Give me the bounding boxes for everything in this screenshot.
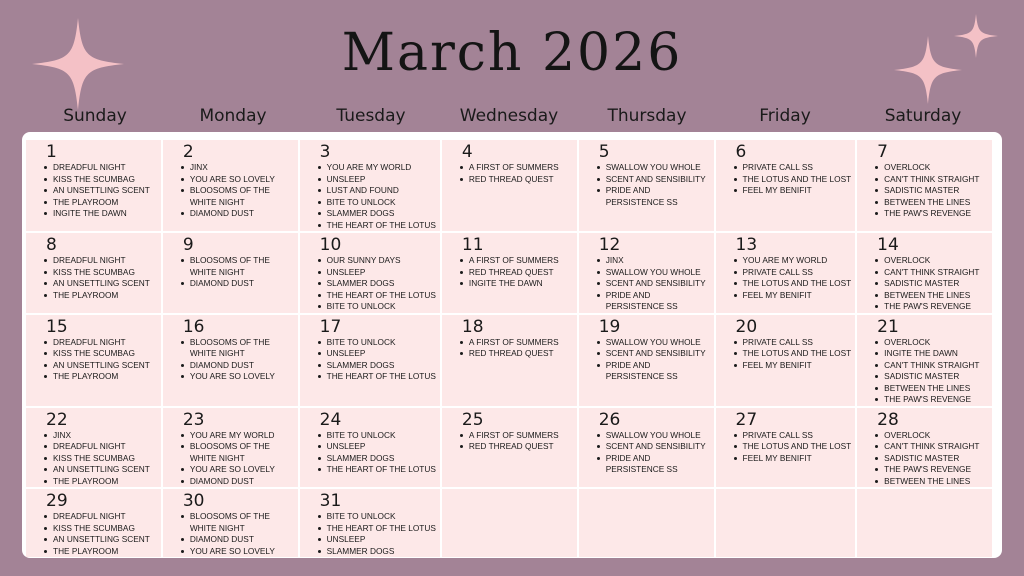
day-number: 29 xyxy=(46,491,68,511)
event-item: THE HEART OF THE LOTUS xyxy=(318,290,436,302)
event-item: SCENT AND SENSIBILITY xyxy=(597,278,710,290)
calendar-day-cell[interactable] xyxy=(26,408,161,488)
event-list xyxy=(460,162,573,185)
event-item: A FIRST OF SUMMERS xyxy=(460,430,573,442)
event-item: DREADFUL NIGHT xyxy=(44,255,157,267)
event-item: THE PAW'S REVENGE xyxy=(875,301,988,313)
event-list xyxy=(181,511,294,557)
event-list xyxy=(875,337,988,406)
event-list xyxy=(734,430,852,465)
calendar-day-cell[interactable] xyxy=(442,408,577,488)
day-number: 5 xyxy=(598,142,610,162)
event-item: THE LOTUS AND THE LOST xyxy=(734,278,852,290)
event-item: SADISTIC MASTER xyxy=(875,453,988,465)
event-list xyxy=(734,162,852,197)
event-item: PRIVATE CALL SS xyxy=(734,337,852,349)
calendar-day-cell[interactable] xyxy=(300,315,440,406)
event-list xyxy=(181,162,294,220)
event-item: CAN'T THINK STRAIGHT xyxy=(875,174,988,186)
event-list xyxy=(460,337,573,360)
event-item: FEEL MY BENIFIT xyxy=(734,360,852,372)
event-list xyxy=(44,430,157,488)
calendar-day-cell[interactable] xyxy=(26,140,161,231)
event-item: INGITE THE DAWN xyxy=(875,348,988,360)
event-item: PRIVATE CALL SS xyxy=(734,430,852,442)
calendar-day-cell[interactable] xyxy=(716,233,856,313)
calendar-day-cell[interactable] xyxy=(716,140,856,231)
day-number: 4 xyxy=(461,142,473,162)
event-item: SLAMMER DOGS xyxy=(318,453,436,465)
event-item: CAN'T THINK STRAIGHT xyxy=(875,267,988,279)
weekday-label: Saturday xyxy=(884,106,962,126)
event-item: DIAMOND DUST xyxy=(181,208,294,220)
event-item: SLAMMER DOGS xyxy=(318,208,436,220)
event-item: UNSLEEP xyxy=(318,174,436,186)
event-item: THE PLAYROOM xyxy=(44,197,157,209)
event-item: KISS THE SCUMBAG xyxy=(44,174,157,186)
calendar-day-cell[interactable] xyxy=(579,408,714,488)
event-list xyxy=(460,430,573,453)
event-list xyxy=(318,337,436,383)
event-item: UNSLEEP xyxy=(318,348,436,360)
event-item: THE PAW'S REVENGE xyxy=(875,464,988,476)
sparkle-star-icon xyxy=(32,18,124,110)
event-item: BETWEEN THE LINES xyxy=(875,197,988,209)
event-item: THE LOTUS AND THE LOST xyxy=(734,348,852,360)
event-item: BITE TO UNLOCK xyxy=(318,430,436,442)
day-number: 11 xyxy=(461,235,484,255)
event-item: YOU ARE SO LOVELY xyxy=(181,174,294,186)
event-item: THE HEART OF THE LOTUS xyxy=(318,464,436,476)
event-item: A FIRST OF SUMMERS xyxy=(460,162,573,174)
event-item: JINX xyxy=(597,255,710,267)
event-item: INGITE THE DAWN xyxy=(460,278,573,290)
event-item: DREADFUL NIGHT xyxy=(44,441,157,453)
event-item: BITE TO UNLOCK xyxy=(318,511,436,523)
calendar-board xyxy=(22,132,1002,558)
event-item: SWALLOW YOU WHOLE xyxy=(597,430,710,442)
day-number: 22 xyxy=(46,409,68,430)
event-item: PRIVATE CALL SS xyxy=(734,162,852,174)
day-number: 17 xyxy=(319,316,342,337)
event-item: A FIRST OF SUMMERS xyxy=(460,337,573,349)
event-item: DREADFUL NIGHT xyxy=(44,337,157,349)
event-item: YOU ARE SO LOVELY xyxy=(181,464,294,476)
event-list xyxy=(597,337,710,383)
day-number: 12 xyxy=(598,235,621,255)
event-item: PRIDE AND PERSISTENCE SS xyxy=(597,185,701,208)
event-list xyxy=(875,162,988,220)
event-item: AN UNSETTLING SCENT xyxy=(44,185,157,197)
event-item: PRIDE AND PERSISTENCE SS xyxy=(597,360,701,383)
event-item: AN UNSETTLING SCENT xyxy=(44,278,157,290)
event-item: UNSLEEP xyxy=(318,534,436,546)
event-item: BITE TO UNLOCK xyxy=(318,337,436,349)
event-item: JINX xyxy=(44,430,157,442)
weekday-label: Wednesday xyxy=(459,106,559,126)
calendar-day-cell[interactable] xyxy=(857,315,992,406)
calendar-day-cell[interactable] xyxy=(442,140,577,231)
event-item: FEEL MY BENIFIT xyxy=(734,185,852,197)
calendar-day-cell[interactable] xyxy=(163,140,298,231)
event-item: LUST AND FOUND xyxy=(318,185,436,197)
event-item: KISS THE SCUMBAG xyxy=(44,348,157,360)
day-number: 10 xyxy=(319,235,342,255)
event-item: DIAMOND DUST xyxy=(181,360,294,372)
day-number: 20 xyxy=(735,316,758,337)
event-item: KISS THE SCUMBAG xyxy=(44,453,157,465)
calendar-grid xyxy=(26,140,992,556)
calendar-day-cell[interactable] xyxy=(300,233,440,313)
event-item: THE PLAYROOM xyxy=(44,546,157,558)
event-item: OVERLOCK xyxy=(875,337,988,349)
day-number: 14 xyxy=(877,235,899,255)
event-list xyxy=(44,337,157,383)
day-number: 7 xyxy=(877,142,888,162)
event-item: KISS THE SCUMBAG xyxy=(44,523,157,535)
event-item: FEEL MY BENIFIT xyxy=(734,290,852,302)
day-number: 15 xyxy=(46,316,68,337)
event-item: THE PAW'S REVENGE xyxy=(875,394,988,406)
sparkle-star-icon xyxy=(894,36,962,104)
day-number: 9 xyxy=(182,235,194,255)
day-number: 26 xyxy=(598,409,621,430)
event-item: BLOOSOMS OF THE WHITE NIGHT xyxy=(181,511,285,534)
event-list xyxy=(597,430,710,476)
event-item: SWALLOW YOU WHOLE xyxy=(597,162,710,174)
event-item: BETWEEN THE LINES xyxy=(875,476,988,488)
calendar-day-cell[interactable] xyxy=(716,408,856,488)
day-number: 16 xyxy=(182,316,205,337)
event-item: YOU ARE MY WORLD xyxy=(181,430,294,442)
event-item: RED THREAD QUEST xyxy=(460,348,573,360)
calendar-day-cell[interactable] xyxy=(163,489,298,557)
event-item: RED THREAD QUEST xyxy=(460,441,573,453)
event-item: YOU ARE MY WORLD xyxy=(734,255,852,267)
event-item: SLAMMER DOGS xyxy=(318,546,436,558)
day-number: 24 xyxy=(319,409,342,430)
calendar-day-cell[interactable] xyxy=(716,315,856,406)
calendar-empty-cell[interactable] xyxy=(716,489,856,557)
event-list xyxy=(875,255,988,313)
calendar-empty-cell[interactable] xyxy=(579,489,714,557)
calendar-empty-cell[interactable] xyxy=(442,489,577,557)
calendar-day-cell[interactable] xyxy=(300,489,440,557)
calendar-day-cell[interactable] xyxy=(579,233,714,313)
day-number: 31 xyxy=(319,491,342,511)
event-item: OVERLOCK xyxy=(875,430,988,442)
event-item: THE LOTUS AND THE LOST xyxy=(734,441,852,453)
weekday-label: Monday xyxy=(199,106,267,126)
event-item: SADISTIC MASTER xyxy=(875,371,988,383)
event-item: KISS THE SCUMBAG xyxy=(44,267,157,279)
event-item: SWALLOW YOU WHOLE xyxy=(597,267,710,279)
day-number: 27 xyxy=(735,409,758,430)
event-item: THE HEART OF THE LOTUS xyxy=(318,220,436,232)
event-list xyxy=(181,337,294,383)
day-number: 3 xyxy=(319,142,331,162)
event-item: INGITE THE DAWN xyxy=(44,208,157,220)
event-item: THE HEART OF THE LOTUS xyxy=(318,371,436,383)
event-item: SCENT AND SENSIBILITY xyxy=(597,348,710,360)
event-list xyxy=(734,255,852,301)
event-list xyxy=(318,162,436,231)
event-item: SADISTIC MASTER xyxy=(875,185,988,197)
event-list xyxy=(875,430,988,488)
event-item: DIAMOND DUST xyxy=(181,278,294,290)
event-item: DIAMOND DUST xyxy=(181,534,294,546)
event-item: BITE TO UNLOCK xyxy=(318,197,436,209)
event-item: BLOOSOMS OF THE WHITE NIGHT xyxy=(181,255,285,278)
event-list xyxy=(44,162,157,220)
event-item: THE PAW'S REVENGE xyxy=(875,208,988,220)
event-list xyxy=(318,255,436,313)
event-item: AN UNSETTLING SCENT xyxy=(44,534,157,546)
event-item: OVERLOCK xyxy=(875,162,988,174)
calendar-day-cell[interactable] xyxy=(857,408,992,488)
weekday-label: Sunday xyxy=(63,106,127,126)
event-item: THE LOTUS AND THE LOST xyxy=(734,174,852,186)
event-list xyxy=(460,255,573,290)
event-item: OVERLOCK xyxy=(875,255,988,267)
calendar-empty-cell[interactable] xyxy=(857,489,992,557)
calendar-day-cell[interactable] xyxy=(300,408,440,488)
calendar-day-cell[interactable] xyxy=(26,489,161,557)
calendar-day-cell[interactable] xyxy=(442,315,577,406)
event-list xyxy=(597,255,710,313)
weekday-label: Tuesday xyxy=(336,106,406,126)
event-list xyxy=(597,162,710,208)
event-item: AN UNSETTLING SCENT xyxy=(44,464,157,476)
calendar-day-cell[interactable] xyxy=(26,233,161,313)
event-list xyxy=(318,430,436,476)
event-item: YOU ARE SO LOVELY xyxy=(181,546,294,558)
day-number: 25 xyxy=(461,409,484,430)
event-item: THE PLAYROOM xyxy=(44,371,157,383)
calendar-day-cell[interactable] xyxy=(163,315,298,406)
event-item: BETWEEN THE LINES xyxy=(875,383,988,395)
sparkle-star-icon xyxy=(954,14,998,58)
event-item: RED THREAD QUEST xyxy=(460,267,573,279)
weekday-header xyxy=(26,104,992,130)
day-number: 1 xyxy=(46,142,57,162)
event-item: DIAMOND DUST xyxy=(181,476,294,488)
event-list xyxy=(44,255,157,301)
calendar-day-cell[interactable] xyxy=(26,315,161,406)
event-item: SLAMMER DOGS xyxy=(318,360,436,372)
event-item: JINX xyxy=(181,162,294,174)
event-item: PRIVATE CALL SS xyxy=(734,267,852,279)
weekday-label: Friday xyxy=(759,106,811,126)
event-list xyxy=(181,255,294,290)
event-item: AN UNSETTLING SCENT xyxy=(44,360,157,372)
event-item: PRIDE AND PERSISTENCE SS xyxy=(597,290,701,313)
event-item: FEEL MY BENIFIT xyxy=(734,453,852,465)
weekday-label: Thursday xyxy=(607,106,687,126)
event-item: THE HEART OF THE LOTUS xyxy=(318,523,436,535)
calendar-day-cell[interactable] xyxy=(857,233,992,313)
event-list xyxy=(318,511,436,557)
calendar-day-cell[interactable] xyxy=(579,140,714,231)
event-item: BLOOSOMS OF THE WHITE NIGHT xyxy=(181,337,285,360)
event-item: CAN'T THINK STRAIGHT xyxy=(875,360,988,372)
event-item: CAN'T THINK STRAIGHT xyxy=(875,441,988,453)
day-number: 28 xyxy=(877,409,899,430)
event-item: BITE TO UNLOCK xyxy=(318,301,436,313)
calendar-day-cell[interactable] xyxy=(442,233,577,313)
event-list xyxy=(44,511,157,557)
day-number: 19 xyxy=(598,316,621,337)
day-number: 2 xyxy=(182,142,194,162)
event-item: PRIDE AND PERSISTENCE SS xyxy=(597,453,701,476)
event-item: DREADFUL NIGHT xyxy=(44,511,157,523)
event-item: THE PLAYROOM xyxy=(44,476,157,488)
calendar-day-cell[interactable] xyxy=(163,408,298,488)
event-item: SCENT AND SENSIBILITY xyxy=(597,174,710,186)
event-item: THE PLAYROOM xyxy=(44,290,157,302)
event-item: YOU ARE MY WORLD xyxy=(318,162,436,174)
event-item: SCENT AND SENSIBILITY xyxy=(597,441,710,453)
event-item: YOU ARE SO LOVELY xyxy=(181,371,294,383)
event-item: UNSLEEP xyxy=(318,267,436,279)
event-item: OUR SUNNY DAYS xyxy=(318,255,436,267)
event-item: UNSLEEP xyxy=(318,441,436,453)
day-number: 6 xyxy=(735,142,747,162)
day-number: 30 xyxy=(182,491,205,511)
calendar-day-cell[interactable] xyxy=(300,140,440,231)
event-list xyxy=(734,337,852,372)
event-item: SWALLOW YOU WHOLE xyxy=(597,337,710,349)
calendar-day-cell[interactable] xyxy=(579,315,714,406)
day-number: 8 xyxy=(46,235,57,255)
calendar-day-cell[interactable] xyxy=(857,140,992,231)
day-number: 21 xyxy=(877,316,899,337)
page-title: March 2026 xyxy=(341,23,683,83)
day-number: 13 xyxy=(735,235,758,255)
event-item: DREADFUL NIGHT xyxy=(44,162,157,174)
event-item: BLOOSOMS OF THE WHITE NIGHT xyxy=(181,185,285,208)
calendar-day-cell[interactable] xyxy=(163,233,298,313)
event-item: BLOOSOMS OF THE WHITE NIGHT xyxy=(181,441,285,464)
event-item: RED THREAD QUEST xyxy=(460,174,573,186)
event-item: BETWEEN THE LINES xyxy=(875,290,988,302)
event-list xyxy=(181,430,294,488)
day-number: 23 xyxy=(182,409,205,430)
event-item: SLAMMER DOGS xyxy=(318,278,436,290)
event-item: A FIRST OF SUMMERS xyxy=(460,255,573,267)
event-item: SADISTIC MASTER xyxy=(875,278,988,290)
day-number: 18 xyxy=(461,316,484,337)
